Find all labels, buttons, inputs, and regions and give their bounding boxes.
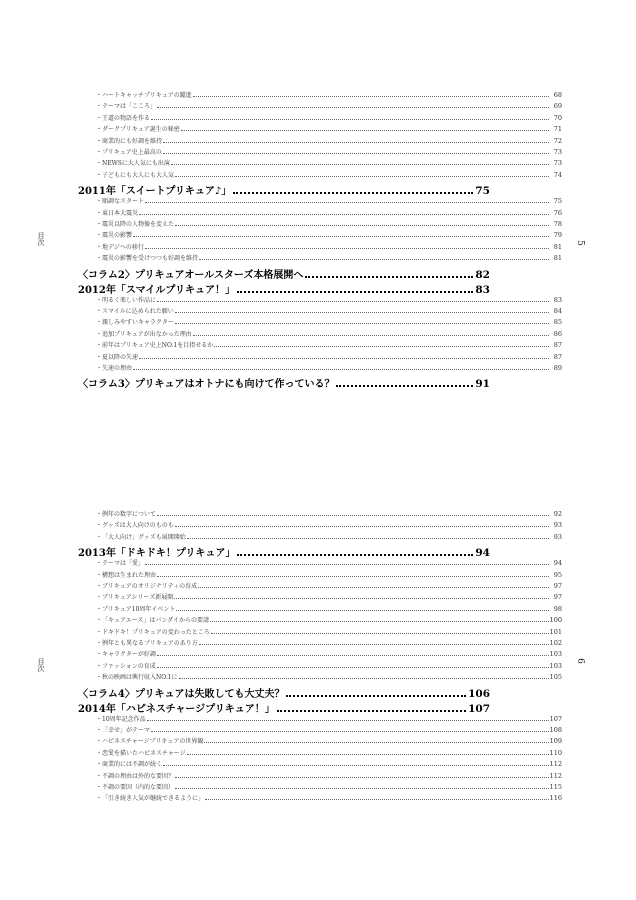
toc-entry bbox=[96, 147, 562, 157]
leader-dots bbox=[175, 784, 549, 789]
leader-dots bbox=[198, 583, 549, 588]
leader-dots bbox=[193, 331, 549, 336]
toc-entry bbox=[96, 592, 562, 602]
toc-page-ref: 103 bbox=[549, 661, 562, 670]
bullet: ・ bbox=[96, 308, 103, 315]
bullet: ・ bbox=[96, 533, 103, 541]
toc-entry bbox=[96, 570, 562, 580]
leader-dots bbox=[157, 103, 549, 108]
toc-title: ファッションの育成 bbox=[102, 662, 156, 670]
bullet: ・ bbox=[96, 198, 103, 206]
toc-title: グッズは大人向けのものも bbox=[102, 522, 174, 530]
toc-title: 前年はプリキュア史上NO.1を目指せるか bbox=[102, 342, 214, 350]
toc-title: 「大人向け」グッズも展開開始 bbox=[102, 533, 186, 541]
leader-dots bbox=[210, 617, 549, 622]
toc-entry bbox=[96, 230, 562, 240]
toc-page-ref: 94 bbox=[553, 559, 562, 568]
bullet: ・ bbox=[96, 784, 103, 791]
toc-entry bbox=[96, 101, 562, 111]
bullet: ・ bbox=[96, 571, 103, 579]
toc-page-ref: 68 bbox=[553, 91, 562, 99]
leader-dots bbox=[305, 270, 473, 278]
toc-page-ref: 73 bbox=[553, 159, 562, 168]
toc-page-ref: 72 bbox=[553, 136, 562, 145]
bullet: ・ bbox=[96, 255, 103, 263]
bullet: ・ bbox=[96, 160, 103, 168]
toc-entry bbox=[96, 532, 562, 542]
toc-page-ref: 74 bbox=[553, 170, 562, 179]
bullet: ・ bbox=[96, 522, 103, 530]
toc-page-ref: 85 bbox=[553, 318, 562, 327]
bullet: ・ bbox=[96, 772, 103, 780]
bullet: ・ bbox=[96, 126, 103, 134]
bullet: ・ bbox=[96, 221, 103, 228]
toc-title: プリキュア史上最高の bbox=[102, 149, 162, 156]
toc-entry bbox=[96, 509, 562, 519]
toc-title: 不調の要因（内的な要因） bbox=[102, 784, 175, 791]
toc-page-ref: 95 bbox=[553, 570, 562, 579]
toc-title: 2012年「スマイルプリキュア！」 bbox=[78, 284, 236, 296]
bullet: ・ bbox=[96, 365, 103, 372]
toc-title: 「引き続き人気が継続できるように」 bbox=[102, 795, 205, 803]
toc-entry bbox=[96, 196, 562, 206]
leader-dots bbox=[277, 704, 466, 712]
toc-title: 例年とも異なるプリキュアのあり方 bbox=[102, 640, 198, 647]
toc-title: ドキドキ！プリキュアの変わったところ bbox=[102, 628, 210, 636]
toc-entry bbox=[96, 170, 562, 180]
toc-entry bbox=[96, 352, 562, 362]
toc-page-ref: 70 bbox=[553, 113, 562, 122]
toc-title: テーマは「愛」 bbox=[102, 560, 145, 568]
leader-dots bbox=[187, 750, 549, 755]
toc-title: 「キュアエース」はバンダイからの要請 bbox=[102, 617, 210, 625]
toc-entry bbox=[96, 295, 562, 305]
toc-entry bbox=[96, 113, 562, 123]
toc-page-ref: 93 bbox=[553, 532, 562, 541]
toc-entry bbox=[96, 136, 562, 146]
leader-dots bbox=[133, 232, 549, 237]
toc-page-ref: 81 bbox=[553, 242, 562, 251]
bullet: ・ bbox=[96, 149, 103, 156]
page-number: 6 bbox=[574, 658, 585, 664]
leader-dots bbox=[151, 115, 549, 120]
toc-title: ダークプリキュア誕生の秘密 bbox=[102, 126, 180, 134]
toc-title: 「幸せ」がテーマ bbox=[102, 727, 151, 734]
toc-entry bbox=[96, 90, 562, 100]
bullet: ・ bbox=[96, 560, 103, 568]
bullet: ・ bbox=[96, 296, 103, 304]
toc-page-ref: 94 bbox=[475, 547, 490, 560]
toc-page-ref: 87 bbox=[553, 352, 562, 361]
page-number: 5 bbox=[574, 240, 585, 246]
bullet: ・ bbox=[96, 511, 103, 518]
toc-title: ハピネスチャージプリキュアの世界観 bbox=[102, 738, 204, 746]
toc-entry bbox=[96, 219, 562, 229]
toc-entry bbox=[96, 363, 562, 373]
toc-title: 10周年記念作品 bbox=[102, 715, 146, 723]
bullet: ・ bbox=[96, 583, 103, 590]
toc-title: 〈コラム4〉プリキュアは失敗しても大丈夫？ bbox=[78, 688, 285, 700]
toc-entry bbox=[96, 714, 562, 724]
toc-entry bbox=[96, 649, 562, 659]
bullet: ・ bbox=[96, 640, 103, 647]
toc-page-ref: 92 bbox=[553, 510, 562, 518]
leader-dots bbox=[133, 365, 549, 370]
toc-title: 2011年「スイートプリキュア♪」 bbox=[78, 186, 232, 198]
leader-dots bbox=[157, 572, 549, 577]
toc-page-ref: 89 bbox=[553, 364, 562, 372]
running-head: 目次 bbox=[37, 658, 45, 672]
toc-title: 商業的にも好調を維持 bbox=[102, 137, 163, 145]
toc-entry bbox=[96, 748, 562, 758]
leader-dots bbox=[163, 149, 549, 154]
toc-entry bbox=[96, 329, 562, 339]
bullet: ・ bbox=[96, 137, 103, 145]
toc-title: 震災の影響 bbox=[102, 232, 133, 240]
leader-dots bbox=[171, 160, 549, 165]
toc-page-ref: 69 bbox=[553, 102, 562, 111]
bullet: ・ bbox=[96, 594, 103, 602]
toc-entry bbox=[96, 759, 562, 769]
toc-entry bbox=[96, 208, 562, 218]
toc-page-ref: 103 bbox=[549, 650, 562, 659]
leader-dots bbox=[286, 689, 466, 697]
toc-page-ref: 82 bbox=[475, 268, 490, 281]
toc-entry bbox=[96, 661, 562, 671]
toc-entry bbox=[96, 124, 562, 134]
toc-page-ref: 102 bbox=[549, 639, 562, 647]
bullet: ・ bbox=[96, 761, 103, 769]
toc-entry bbox=[96, 581, 562, 591]
toc-page-ref: 97 bbox=[553, 582, 562, 590]
toc-page-ref: 84 bbox=[553, 307, 562, 315]
leader-dots bbox=[175, 773, 549, 778]
leader-dots bbox=[336, 379, 473, 387]
leader-dots bbox=[175, 308, 549, 313]
leader-dots bbox=[157, 297, 549, 302]
toc-entry bbox=[96, 253, 562, 263]
leader-dots bbox=[205, 795, 549, 800]
toc-title: NEWSに大人気にも出演 bbox=[102, 160, 170, 168]
running-head: 目次 bbox=[37, 232, 45, 246]
toc-heading bbox=[78, 544, 490, 558]
toc-entry bbox=[96, 672, 562, 682]
toc-entry bbox=[96, 158, 562, 168]
toc-page-ref: 91 bbox=[475, 378, 490, 391]
leader-dots bbox=[139, 210, 549, 215]
toc-page-ref: 79 bbox=[553, 231, 562, 240]
toc-title: 震災の影響を受けつつも好調を維持 bbox=[102, 255, 199, 263]
toc-page-ref: 87 bbox=[553, 341, 562, 350]
toc-title: 例年の数字について bbox=[102, 511, 156, 518]
toc-title: 東日本大震災 bbox=[102, 209, 139, 217]
leader-dots bbox=[157, 651, 549, 656]
toc-title: 恋愛を描いたハピネスチャージ bbox=[102, 749, 186, 757]
toc-title: 震災以降の人物像を変えた bbox=[102, 221, 175, 228]
toc-title: キャラクターが好調 bbox=[102, 651, 156, 659]
toc-entry bbox=[96, 627, 562, 637]
toc-entry bbox=[96, 782, 562, 792]
toc-title: 地デジへの移行 bbox=[102, 243, 144, 251]
bullet: ・ bbox=[96, 353, 103, 361]
bullet: ・ bbox=[96, 103, 103, 111]
toc-title: 秋の映画は興行収入NO.1に bbox=[102, 674, 178, 682]
leader-dots bbox=[199, 255, 549, 260]
leader-dots bbox=[157, 663, 549, 668]
leader-dots bbox=[199, 640, 549, 645]
leader-dots bbox=[175, 221, 549, 226]
toc-page-ref: 78 bbox=[553, 220, 562, 228]
bullet: ・ bbox=[96, 617, 103, 625]
toc-title: 親しみやすいキャラクター bbox=[102, 319, 174, 327]
leader-dots bbox=[179, 674, 549, 679]
toc-heading bbox=[78, 685, 490, 699]
toc-title: 〈コラム2〉プリキュアオールスターズ本格展開へ bbox=[78, 269, 304, 281]
toc-page-ref: 108 bbox=[549, 726, 562, 734]
bullet: ・ bbox=[96, 738, 103, 746]
leader-dots bbox=[145, 560, 549, 565]
bullet: ・ bbox=[96, 727, 103, 734]
toc-heading bbox=[78, 266, 490, 280]
toc-entry bbox=[96, 306, 562, 316]
bullet: ・ bbox=[96, 749, 103, 757]
toc-title: 王道の物語を作る bbox=[102, 114, 151, 122]
toc-title: 子どもにも大人にも大人気 bbox=[102, 171, 175, 179]
toc-page-ref: 116 bbox=[549, 794, 562, 803]
toc-heading bbox=[78, 375, 490, 389]
leader-dots bbox=[214, 342, 549, 347]
toc-entry bbox=[96, 604, 562, 614]
toc-entry bbox=[96, 771, 562, 781]
toc-title: 2013年「ドキドキ！プリキュア」 bbox=[78, 548, 236, 560]
toc-heading bbox=[78, 700, 490, 714]
bullet: ・ bbox=[96, 114, 103, 122]
bullet: ・ bbox=[96, 674, 103, 682]
bullet: ・ bbox=[96, 171, 103, 179]
toc-title: テーマは「こころ」 bbox=[102, 103, 157, 111]
toc-page-ref: 86 bbox=[553, 329, 562, 338]
leader-dots bbox=[163, 761, 549, 766]
toc-page-ref: 115 bbox=[549, 783, 562, 791]
toc-entry bbox=[96, 242, 562, 252]
bullet: ・ bbox=[96, 795, 103, 803]
bullet: ・ bbox=[96, 342, 103, 350]
leader-dots bbox=[175, 522, 549, 527]
toc-entry bbox=[96, 793, 562, 803]
toc-page-ref: 106 bbox=[468, 687, 490, 700]
toc-page-ref: 83 bbox=[475, 283, 490, 296]
leader-dots bbox=[151, 727, 549, 732]
toc-entry bbox=[96, 615, 562, 625]
toc-title: ブリキュアシリーズ新展開 bbox=[102, 594, 174, 602]
leader-dots bbox=[181, 126, 549, 131]
leader-dots bbox=[193, 92, 549, 97]
bullet: ・ bbox=[96, 715, 103, 723]
toc-page-ref: 71 bbox=[553, 125, 562, 134]
toc-title: 明るく楽しい作品に bbox=[102, 296, 157, 304]
toc-title: スマイルに込められた願い bbox=[102, 308, 174, 315]
leader-dots bbox=[187, 534, 549, 539]
toc-page-ref: 101 bbox=[549, 627, 562, 636]
leader-dots bbox=[233, 186, 473, 194]
toc-page-ref: 73 bbox=[553, 148, 562, 156]
leader-dots bbox=[237, 548, 473, 556]
toc-page-ref: 107 bbox=[549, 714, 562, 723]
leader-dots bbox=[145, 198, 549, 203]
toc-page-ref: 109 bbox=[549, 737, 562, 746]
toc-page-ref: 76 bbox=[553, 208, 562, 217]
toc-entry bbox=[96, 340, 562, 350]
toc-entry bbox=[96, 725, 562, 735]
bullet: ・ bbox=[96, 662, 103, 670]
toc-heading bbox=[78, 182, 490, 196]
leader-dots bbox=[204, 738, 548, 743]
toc-entry bbox=[96, 736, 562, 746]
toc-title: プリキュア10周年イベント bbox=[102, 605, 176, 613]
toc-title: 構想は生まれた理由 bbox=[102, 571, 157, 579]
toc-page-6 bbox=[0, 450, 636, 900]
toc-heading bbox=[78, 281, 490, 295]
bullet: ・ bbox=[96, 243, 103, 251]
leader-dots bbox=[175, 172, 549, 177]
toc-page-ref: 112 bbox=[549, 760, 562, 769]
toc-title: 商業的には不調が続く bbox=[102, 761, 163, 769]
leader-dots bbox=[175, 319, 549, 324]
toc-page-ref: 105 bbox=[549, 673, 562, 682]
toc-entry bbox=[96, 638, 562, 648]
leader-dots bbox=[176, 606, 549, 611]
leader-dots bbox=[145, 244, 549, 249]
toc-title: ブリキュアのオリジナリティの育成 bbox=[102, 583, 198, 590]
leader-dots bbox=[139, 354, 549, 359]
leader-dots bbox=[157, 511, 549, 516]
toc-page-ref: 83 bbox=[553, 295, 562, 304]
toc-entry bbox=[96, 520, 562, 530]
bullet: ・ bbox=[96, 605, 103, 613]
toc-entry bbox=[96, 558, 562, 568]
toc-title: 不調の理由は外的な要因？ bbox=[102, 772, 175, 780]
toc-page-ref: 110 bbox=[549, 748, 562, 757]
toc-title: ハートキャッチプリキュアの躍進 bbox=[102, 92, 192, 99]
toc-page-ref: 75 bbox=[553, 197, 562, 206]
toc-page-ref: 98 bbox=[553, 604, 562, 613]
leader-dots bbox=[147, 716, 549, 721]
toc-title: 順調なスタート bbox=[102, 198, 145, 206]
bullet: ・ bbox=[96, 92, 103, 99]
bullet: ・ bbox=[96, 651, 103, 659]
leader-dots bbox=[163, 138, 549, 143]
bullet: ・ bbox=[96, 628, 103, 636]
leader-dots bbox=[237, 285, 473, 293]
bullet: ・ bbox=[96, 232, 103, 240]
toc-page-ref: 93 bbox=[553, 521, 562, 530]
toc-page-ref: 81 bbox=[553, 254, 562, 263]
bullet: ・ bbox=[96, 209, 103, 217]
leader-dots bbox=[211, 629, 549, 634]
toc-title: 追加プリキュアが出なかった理由 bbox=[102, 330, 192, 338]
toc-entry bbox=[96, 317, 562, 327]
toc-title: 失速の理由 bbox=[102, 365, 133, 372]
toc-page-ref: 112 bbox=[549, 771, 562, 780]
toc-title: 夏以降の失速 bbox=[102, 353, 139, 361]
leader-dots bbox=[174, 594, 549, 599]
toc-page-ref: 107 bbox=[468, 702, 490, 715]
bullet: ・ bbox=[96, 319, 103, 327]
toc-page-ref: 100 bbox=[549, 616, 562, 625]
toc-page-ref: 75 bbox=[475, 185, 490, 198]
toc-title: 2014年「ハピネスチャージプリキュア！」 bbox=[78, 703, 275, 715]
bullet: ・ bbox=[96, 330, 103, 338]
toc-page-ref: 97 bbox=[553, 593, 562, 602]
toc-title: 〈コラム3〉プリキュアはオトナにも向けて作っている？ bbox=[78, 379, 335, 391]
